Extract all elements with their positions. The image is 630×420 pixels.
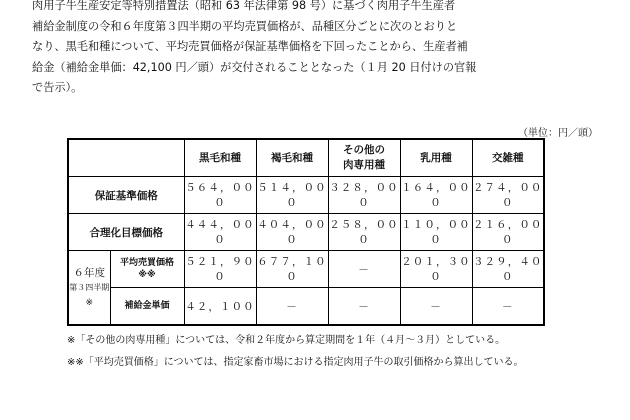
unit-note: （単位：円／頭） xyxy=(518,128,598,139)
row-label-period xyxy=(68,251,110,326)
period-year: ６年度 xyxy=(73,266,105,279)
table-row xyxy=(68,288,544,326)
table-cell: ６７７，１００ xyxy=(256,251,328,288)
table-cell: － xyxy=(400,288,472,326)
table-cell: ２１６，０００ xyxy=(472,214,544,251)
header-kasshoku: 褐毛和種 xyxy=(256,139,328,177)
table-cell: ２５８，０００ xyxy=(328,214,400,251)
table-cell: － xyxy=(256,288,328,326)
header-kuroge: 黒毛和種 xyxy=(184,139,256,177)
table-cell: ５１４，０００ xyxy=(256,177,328,214)
paragraph-line: 給金（補給金単価：42,100 円／頭）が交付されることとなった（１月 20 日付けの官報 xyxy=(32,60,477,74)
table-cell: ３２９，４００ xyxy=(472,251,544,288)
table-cell: － xyxy=(328,288,400,326)
period-mark: ※ xyxy=(85,297,94,308)
table-header-row xyxy=(68,139,544,177)
table-cell: ３２８，０００ xyxy=(328,177,400,214)
table-cell: － xyxy=(472,288,544,326)
row-label-guarantee: 保証基準価格 xyxy=(68,177,184,214)
table-cell: ４２，１００ xyxy=(184,288,256,326)
paragraph-line: 肉用子牛生産安定等特別措置法（昭和 63 年法律第 98 号）に基づく肉用子牛生産者 xyxy=(32,0,456,12)
table-row xyxy=(68,214,544,251)
price-table xyxy=(67,138,545,326)
header-other-beef-line1: その他の xyxy=(343,144,385,156)
header-corner xyxy=(68,139,184,177)
table-cell: ２７４，０００ xyxy=(472,177,544,214)
paragraph-line: なり、黒毛和種について、平均売買価格が保証基準価格を下回ったことから、生産者補 xyxy=(32,40,468,53)
header-crossbred: 交雑種 xyxy=(472,139,544,177)
average-label-line2: ※※ xyxy=(138,270,156,280)
average-label-line1: 平均売買価格 xyxy=(119,258,174,268)
table-row xyxy=(68,251,544,288)
footnote: ※※「平均売買価格」については、指定家畜市場における指定肉用子牛の取引価格から算出している。 xyxy=(67,357,524,368)
table-cell: ４０４，０００ xyxy=(256,214,328,251)
table-cell: － xyxy=(328,251,400,288)
row-label-target: 合理化目標価格 xyxy=(68,214,184,251)
table-cell: ５２１，９００ xyxy=(184,251,256,288)
paragraph-line: で告示）。 xyxy=(32,81,83,94)
footnotes xyxy=(67,330,524,374)
table-row xyxy=(68,177,544,214)
period-quarter: 第３四半期 xyxy=(69,282,110,292)
table-cell: １１０，０００ xyxy=(400,214,472,251)
footnote: ※「その他の肉専用種」については、令和２年度から算定期間を１年（４月～３月）としている。 xyxy=(67,335,506,346)
table-cell: １６４，０００ xyxy=(400,177,472,214)
header-dairy: 乳用種 xyxy=(400,139,472,177)
table-cell: ５６４，０００ xyxy=(184,177,256,214)
row-label-average xyxy=(110,251,184,288)
table-cell: ４４４，０００ xyxy=(184,214,256,251)
paragraph-line: 補給金制度の令和６年度第３四半期の平均売買価格が、品種区分ごとに次のとおりと xyxy=(32,19,458,33)
table-cell: ２０１，３００ xyxy=(400,251,472,288)
intro-paragraph xyxy=(32,0,604,99)
header-other-beef-line2: 肉専用種 xyxy=(343,159,385,171)
row-label-subsidy: 補給金単価 xyxy=(110,288,184,326)
header-other-beef xyxy=(328,139,400,177)
